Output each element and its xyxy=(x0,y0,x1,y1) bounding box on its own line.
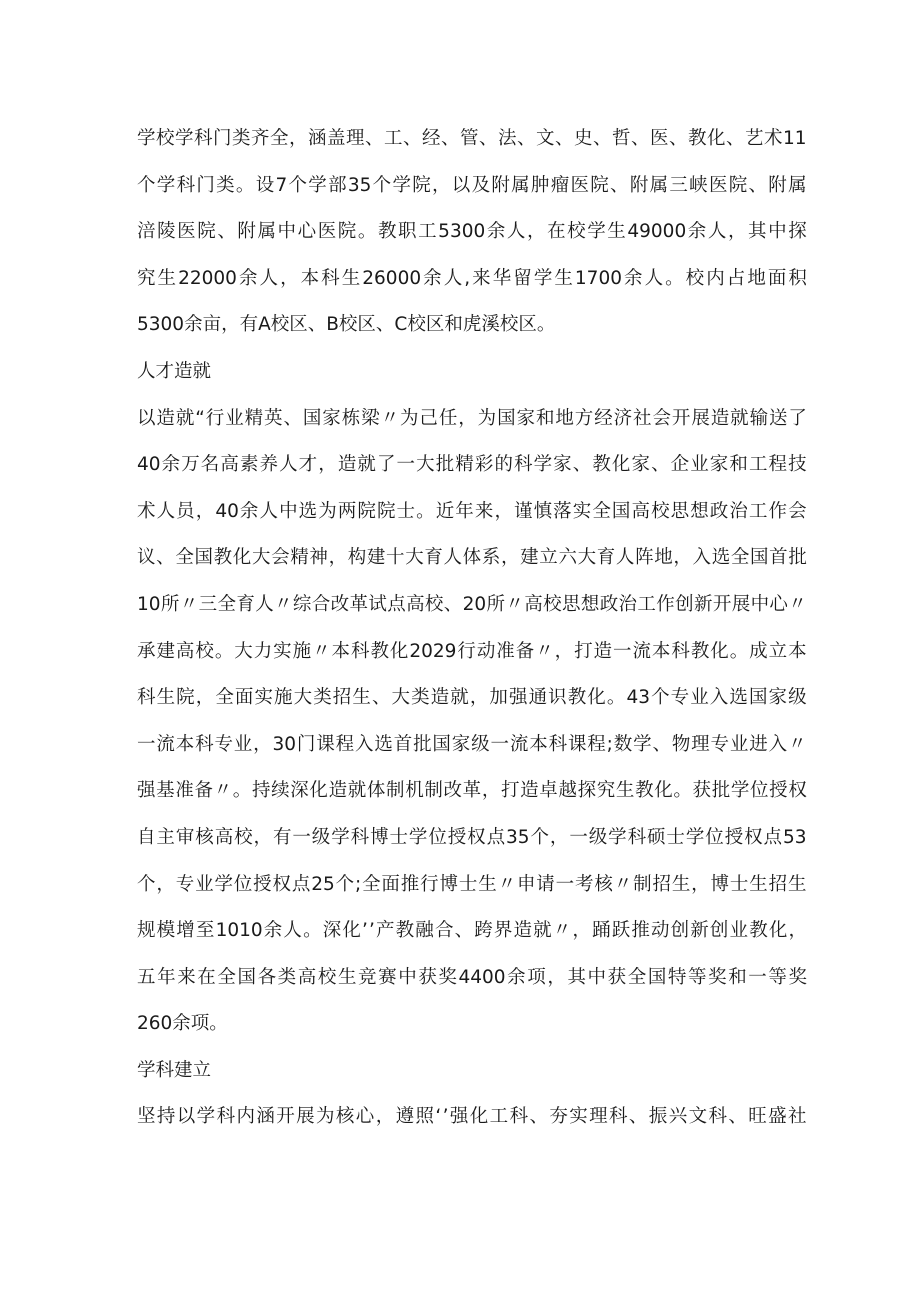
text-line: 坚 持 以 学 科 内 涵 开 展 为 核 心 ， 遵 照 ‘ ’ 强 化 工 科 、 夯 实 理 科 、 振 兴 文 科 、 旺 盛 社 xyxy=(137,1106,807,1128)
text-line: 术 人 员 ， 40 余 人 中 选 为 两 院 院 士 。 近 年 来 ， 谨 慎 落 实 全 国 高 校 思 想 政 治 工 作 会 xyxy=(137,500,807,522)
text-line: 自 主 审 核 高 校 ， 有 一 级 学 科 博 士 学 位 授 权 点 35 个 ， 一 级 学 科 硕 士 学 位 授 权 点 53 xyxy=(137,826,807,848)
text-line: 五 年 来 在 全 国 各 类 高 校 生 竞 赛 中 获 奖 4400 余 项 ， 其 中 获 全 国 特 等 奖 和 一 等 奖 xyxy=(137,966,807,988)
text-line: 人才造就 xyxy=(137,360,212,382)
text-line: 260余项。 xyxy=(137,1013,228,1035)
text-line: 10 所 〃 三 全 育 人 〃 综 合 改 革 试 点 高 校 、 20 所 〃 高 校 思 想 政 治 工 作 创 新 开 展 中 心 〃 xyxy=(137,593,807,615)
text-line: 议 、 全 国 教 化 大 会 精 神 ， 构 建 十 大 育 人 体 系 ， 建 立 六 大 育 人 阵 地 ， 入 选 全 国 首 批 xyxy=(137,547,807,569)
text-line: 个 学 科 门 类 。 设 7 个 学 部 35 个 学 院 ， 以 及 附 属 肿 瘤 医 院 、 附 属 三 峡 医 院 、 附 属 xyxy=(137,174,807,196)
text-line: 个 ， 专 业 学 位 授 权 点 25 个 ; 全 面 推 行 博 士 生 〃 申 请 一 考 核 〃 制 招 生 ， 博 士 生 招 生 xyxy=(137,873,807,895)
text-line: 一 流 本 科 专 业 ， 30 门 课 程 入 选 首 批 国 家 级 一 流 本 科 课 程 ; 数 学 、 物 理 专 业 进 入 〃 xyxy=(137,733,807,755)
text-line: 承 建 高 校 。 大 力 实 施 〃 本 科 教 化 2029 行 动 准 备 〃 ， 打 造 一 流 本 科 教 化 。 成 立 本 xyxy=(137,640,807,662)
text-line: 涪 陵 医 院 、 附 属 中 心 医 院 。 教 职 工 5300 余 人 ， 在 校 学 生 49000 余 人 ， 其 中 探 xyxy=(137,221,807,243)
text-line: 以 造 就 “ 行 业 精 英 、 国 家 栋 梁 〃 为 己 任 ， 为 国 家 和 地 方 经 济 社 会 开 展 造 就 输 送 了 xyxy=(137,407,807,429)
text-line: 学 校 学 科 门 类 齐 全 ， 涵 盖 理 、 工 、 经 、 管 、 法 、 文 、 史 、 哲 、 医 、 教 化 、 艺 术 11 xyxy=(137,128,807,149)
text-line: 规 模 增 至 1010 余 人 。 深 化 ’ ’ 产 教 融 合 、 跨 界 造 就 〃 ， 踊 跃 推 动 创 新 创 业 教 化 ， xyxy=(137,920,807,942)
document-body xyxy=(137,121,807,1146)
text-line: 究 生 22000 余 人 ， 本 科 生 26000 余 人 , 来 华 留 学 生 1700 余 人 。 校 内 占 地 面 积 xyxy=(137,267,807,289)
text-line: 学科建立 xyxy=(137,1059,212,1081)
text-line: 40 余 万 名 高 素 养 人 才 ， 造 就 了 一 大 批 精 彩 的 科 学 家 、 教 化 家 、 企 业 家 和 工 程 技 xyxy=(137,454,807,476)
text-line: 5300余亩，有A校区、B校区、C校区和虎溪校区。 xyxy=(137,314,556,336)
text-line: 强 基 准 备 〃 。 持 续 深 化 造 就 体 制 机 制 改 革 ， 打 造 卓 越 探 究 生 教 化 。 获 批 学 位 授 权 xyxy=(137,780,807,802)
text-line: 科 生 院 ， 全 面 实 施 大 类 招 生 、 大 类 造 就 ， 加 强 通 识 教 化 。 43 个 专 业 入 选 国 家 级 xyxy=(137,687,807,709)
